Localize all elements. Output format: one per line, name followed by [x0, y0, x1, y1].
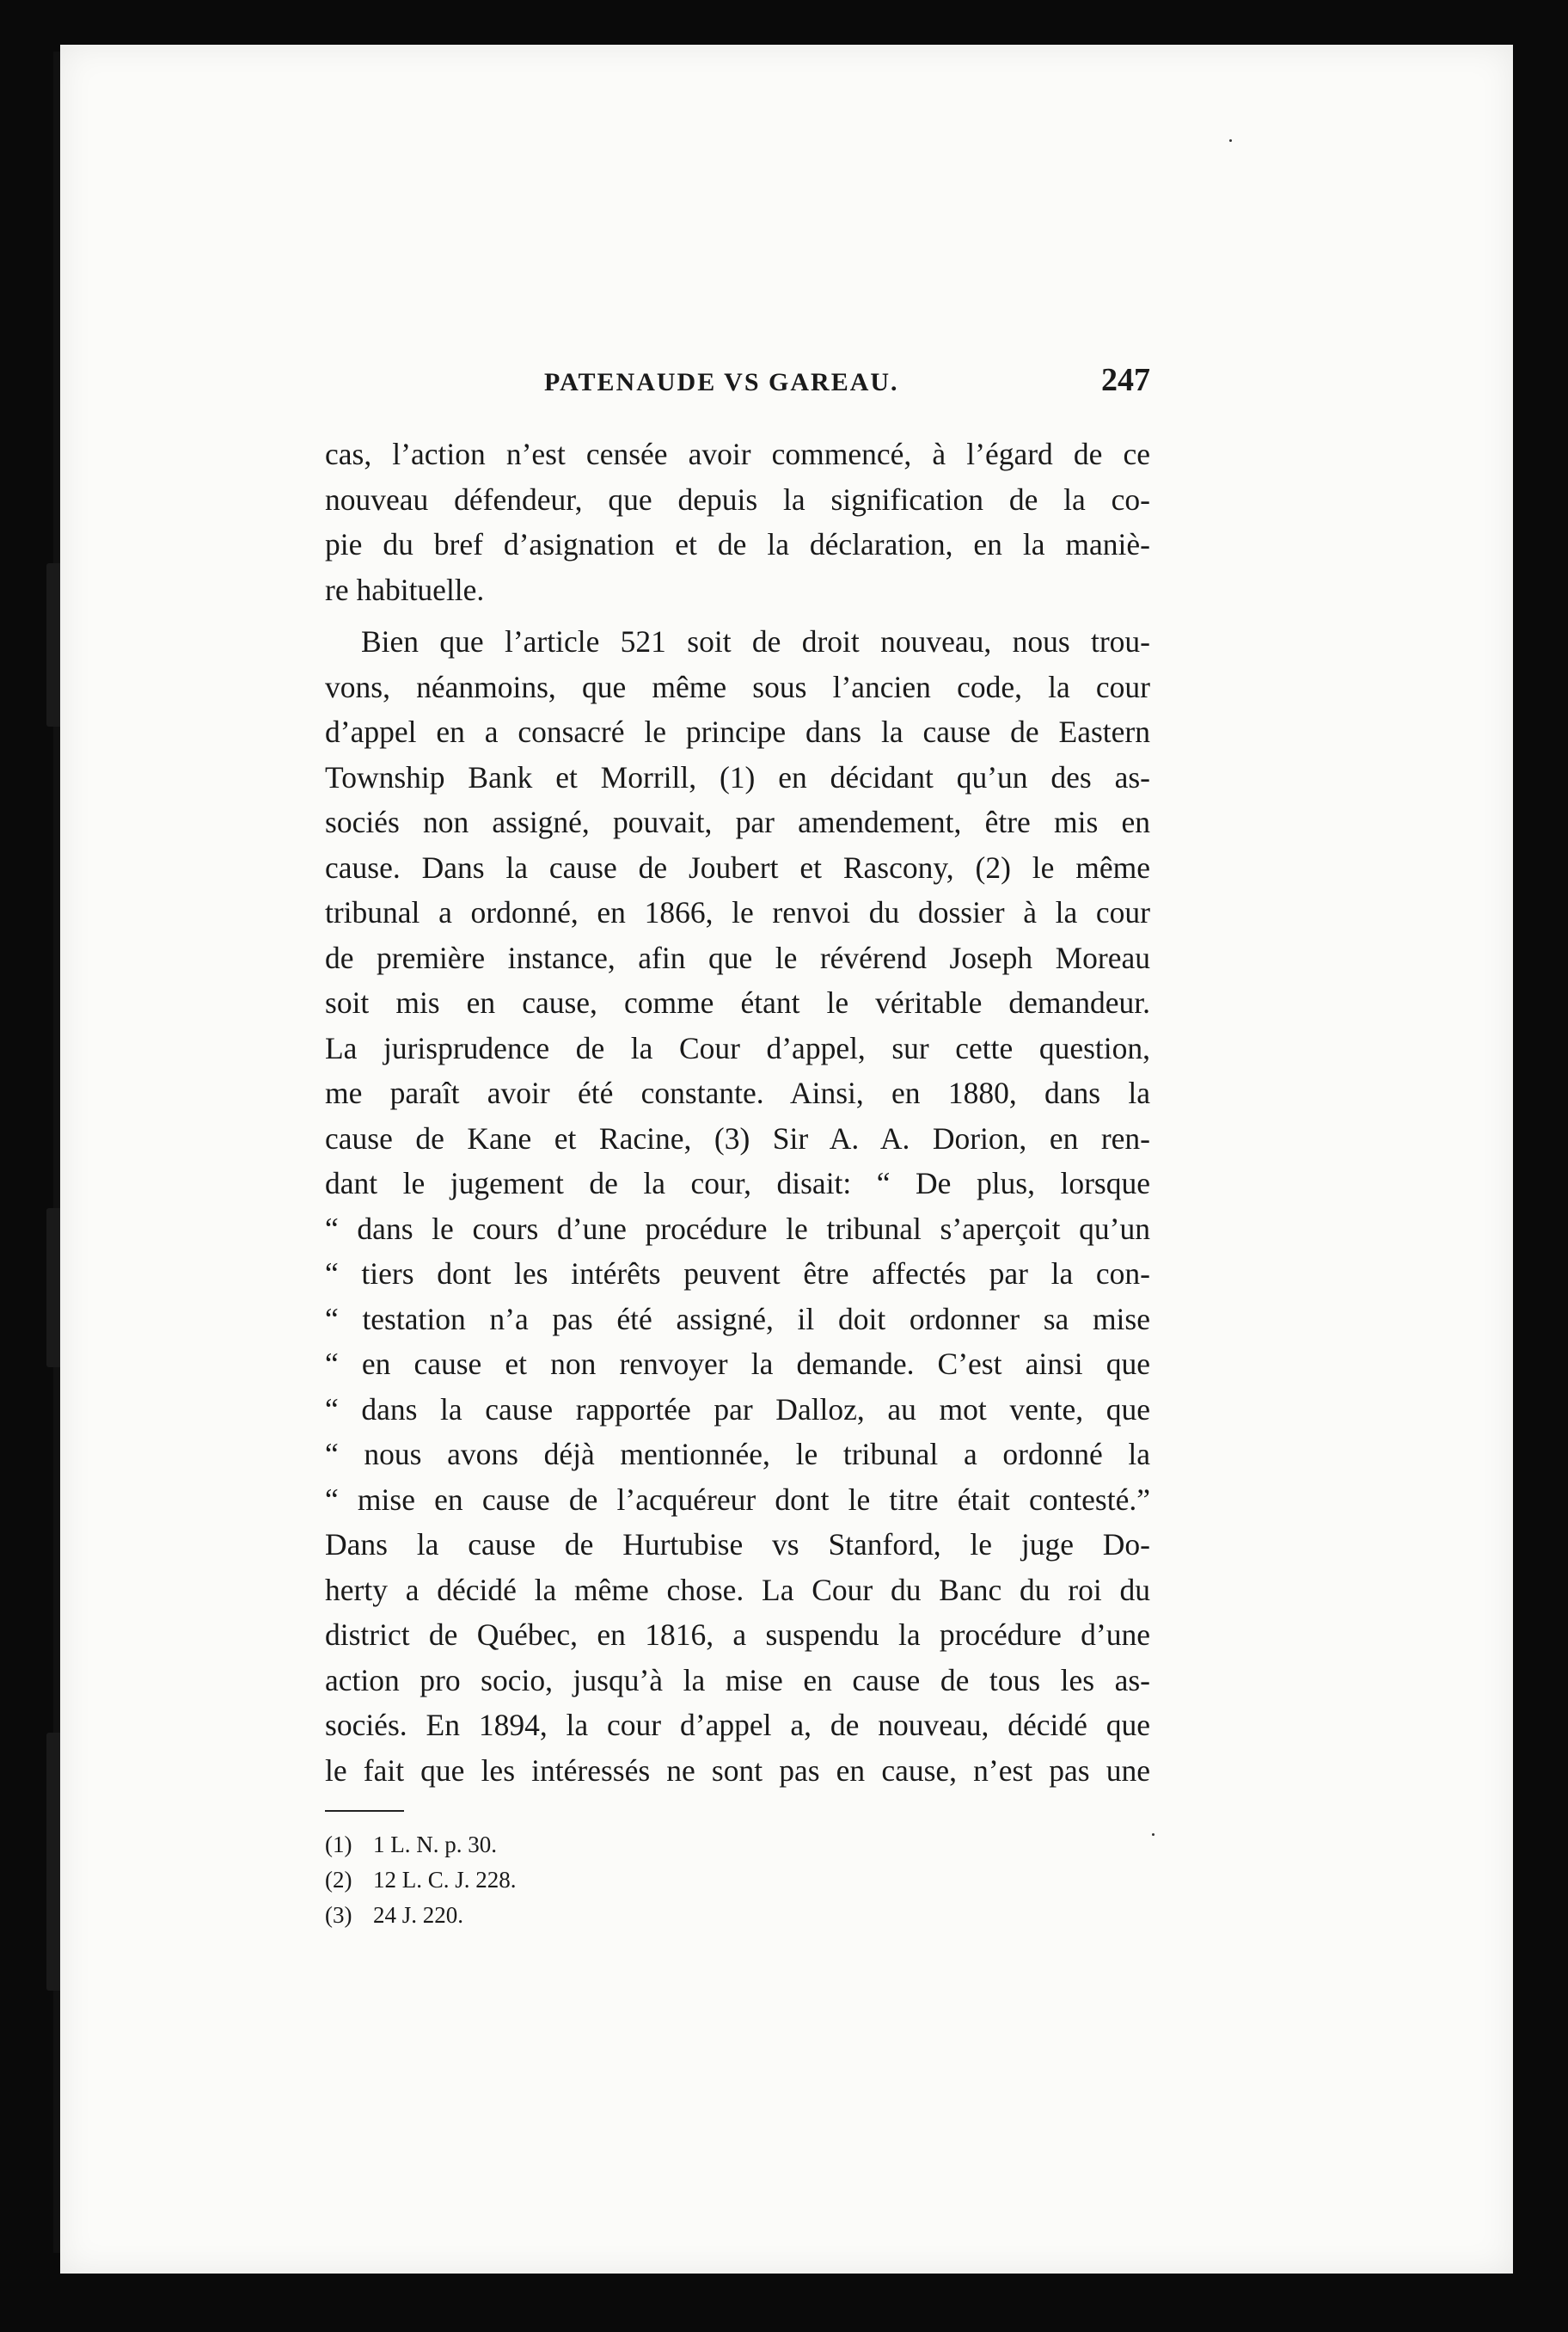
text-line: me paraît avoir été constante. Ainsi, en 1880, dans la: [325, 1076, 1150, 1110]
text-line: nouveau défendeur, que depuis la signification de la co-: [325, 482, 1150, 517]
text-line: Dans la cause de Hurtubise vs Stanford, le juge Do-: [325, 1527, 1150, 1562]
footnote-marker: (2): [325, 1867, 352, 1893]
footnote: [325, 1827, 1150, 1863]
text-line: cause. Dans la cause de Joubert et Rascony, (2) le même: [325, 850, 1150, 885]
text-line: action pro socio, jusqu’à la mise en cause de tous les as-: [325, 1662, 1150, 1697]
text-line: tribunal a ordonné, en 1866, le renvoi du dossier à la cour: [325, 895, 1150, 930]
text-line: “ testation n’a pas été assigné, il doit ordonner sa mise: [325, 1301, 1150, 1336]
footnote-marker: (1): [325, 1832, 352, 1857]
paper-speck: [1229, 139, 1232, 142]
text-line: “ mise en cause de l’acquéreur dont le titre était contesté.”: [325, 1482, 1150, 1517]
page-number: 247: [1101, 362, 1150, 398]
footnote: [325, 1863, 1150, 1898]
text-line: pie du bref d’asignation et de la déclaration, en la maniè-: [325, 527, 1150, 562]
running-head: [325, 361, 1150, 413]
text-line: Township Bank et Morrill, (1) en décidant qu’un des as-: [325, 759, 1150, 795]
running-head-title: PATENAUDE VS GAREAU.: [544, 368, 899, 396]
text-line: dant le jugement de la cour, disait: “ De plus, lorsque: [325, 1166, 1150, 1200]
footnote: [325, 1898, 1150, 1933]
text-line: “ tiers dont les intérêts peuvent être affectés par la con-: [325, 1256, 1150, 1291]
text-line: soit mis en cause, comme étant le véritable demandeur.: [325, 985, 1150, 1020]
text-line: Bien que l’article 521 soit de droit nouveau, nous trou-: [361, 624, 1150, 659]
text-line: “ en cause et non renvoyer la demande. C’est ainsi que: [325, 1347, 1150, 1381]
footnote-marker: (3): [325, 1902, 352, 1928]
text-line: de première instance, afin que le révérend Joseph Moreau: [325, 940, 1150, 975]
text-line: La jurisprudence de la Cour d’appel, sur cette question,: [325, 1030, 1150, 1065]
text-line: herty a décidé la même chose. La Cour du Banc du roi du: [325, 1572, 1150, 1607]
paper-speck: [1152, 1833, 1155, 1836]
text-line: “ dans la cause rapportée par Dalloz, au mot vente, que: [325, 1391, 1150, 1427]
text-line: “ dans le cours d’une procédure le tribunal s’aperçoit qu’un: [325, 1211, 1150, 1246]
text-line: re habituelle.: [325, 572, 485, 607]
text-line: sociés. En 1894, la cour d’appel a, de nouveau, décidé que: [325, 1708, 1150, 1742]
text-line: le fait que les intéressés ne sont pas en cause, n’est pas une: [325, 1752, 1150, 1788]
text-line: “ nous avons déjà mentionnée, le tribunal a ordonné la: [325, 1437, 1150, 1471]
footnote-text: 1 L. N. p. 30.: [373, 1832, 497, 1857]
footnote-rule: [325, 1810, 404, 1812]
text-line: sociés non assigné, pouvait, par amendement, être mis en: [325, 805, 1150, 839]
footnote-text: 24 J. 220.: [373, 1902, 464, 1928]
footnotes: [325, 1827, 1150, 1933]
text-line: district de Québec, en 1816, a suspendu la procédure d’une: [325, 1617, 1150, 1652]
page-content: [325, 361, 1150, 1933]
footnote-text: 12 L. C. J. 228.: [373, 1867, 517, 1893]
body-text: [325, 432, 1150, 1793]
text-line: cas, l’action n’est censée avoir commencé, à l’égard de ce: [325, 437, 1150, 471]
paragraph-break: [325, 612, 1150, 619]
text-line: vons, néanmoins, que même sous l’ancien code, la cour: [325, 669, 1150, 704]
text-line: d’appel en a consacré le principe dans la cause de Eastern: [325, 715, 1150, 749]
text-line: cause de Kane et Racine, (3) Sir A. A. Dorion, en ren-: [325, 1120, 1150, 1156]
